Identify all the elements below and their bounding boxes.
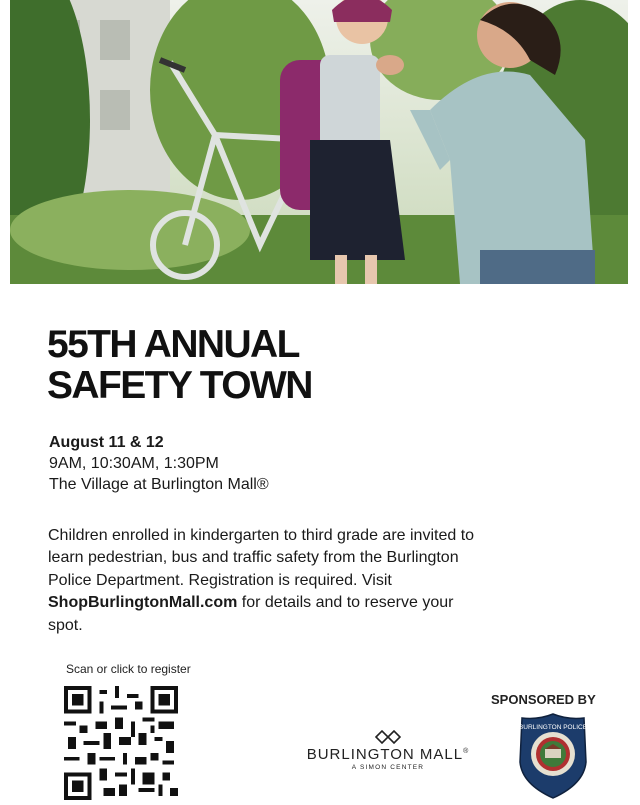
sponsored-by-label: SPONSORED BY (491, 692, 596, 707)
description-text-2: for details and to reserve your spot. (48, 594, 454, 634)
badge-text: BURLINGTON POLICE (518, 724, 588, 731)
mall-name (288, 746, 488, 763)
burlington-mall-logo (288, 730, 488, 771)
mall-registered-mark: ® (463, 748, 470, 755)
event-title-line-2: SAFETY TOWN (47, 364, 312, 407)
burlington-police-badge-icon (518, 712, 588, 800)
event-date: August 11 & 12 (49, 434, 164, 451)
event-times: 9AM, 10:30AM, 1:30PM (49, 455, 219, 472)
event-details (49, 432, 269, 495)
mall-tagline: A SIMON CENTER (351, 764, 425, 771)
website-link[interactable]: ShopBurlingtonMall.com (48, 594, 238, 612)
registration-qr-code[interactable] (64, 686, 178, 800)
scan-label: Scan or click to register (66, 662, 191, 676)
mall-name-text: BURLINGTON MALL (306, 746, 464, 763)
event-description (48, 525, 478, 637)
event-title-line-1: 55TH ANNUAL (47, 323, 299, 366)
event-title (47, 324, 312, 406)
event-location: The Village at Burlington Mall® (49, 476, 269, 493)
hero-photo (10, 0, 628, 284)
description-text-1: Children enrolled in kindergarten to third grade are invited to learn pedestrian, bus and traffic safety from the Burlington Police Department. Registration is required. Visit (48, 527, 475, 589)
simon-logo-icon (375, 730, 401, 744)
